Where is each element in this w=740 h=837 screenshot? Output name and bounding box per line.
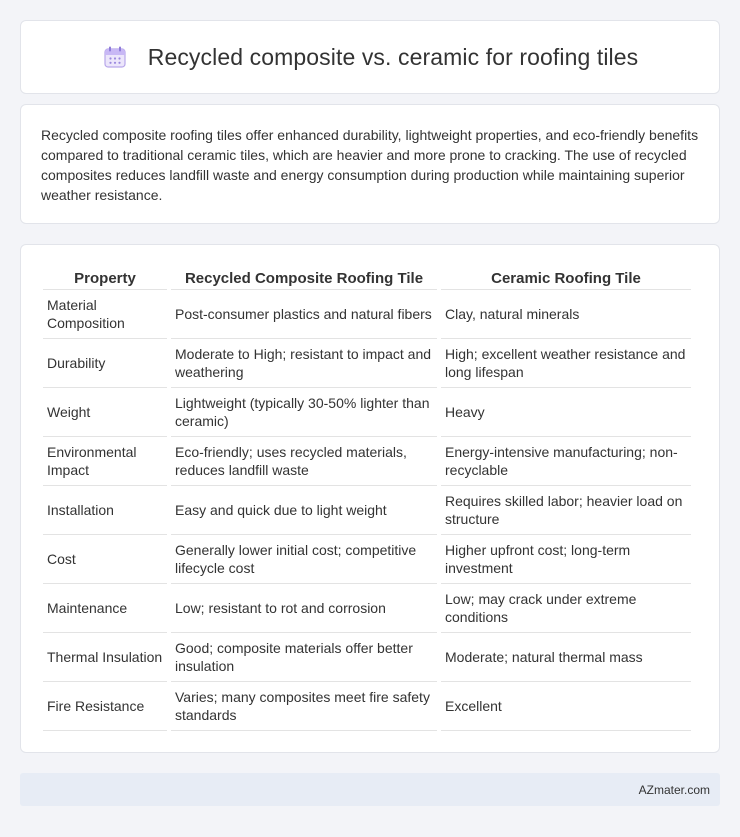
cell-composite: Good; composite materials offer better insulation [171, 633, 437, 682]
intro-text: Recycled composite roofing tiles offer enhanced durability, lightweight properties, and eco-friendly benefits compared to traditional ceramic tiles, which are heavier and more prone to cracking. The use of recycled composites reduces landfill waste and energy consumption during production while maintaining superior weather resistance. [41, 127, 699, 203]
table-row [43, 535, 691, 584]
cell-property: Maintenance [43, 584, 167, 633]
cell-ceramic: Clay, natural minerals [441, 290, 691, 339]
header-recycled-composite: Recycled Composite Roofing Tile [171, 263, 437, 290]
comparison-table [39, 263, 695, 731]
cell-composite: Eco-friendly; uses recycled materials, reduces landfill waste [171, 437, 437, 486]
cell-property: Durability [43, 339, 167, 388]
cell-ceramic: Requires skilled labor; heavier load on structure [441, 486, 691, 535]
comparison-card [20, 244, 720, 753]
cell-property: Cost [43, 535, 167, 584]
cell-property: Material Composition [43, 290, 167, 339]
cell-ceramic: High; excellent weather resistance and long lifespan [441, 339, 691, 388]
cell-ceramic: Heavy [441, 388, 691, 437]
cell-composite: Post-consumer plastics and natural fibers [171, 290, 437, 339]
footer-brand: AZmater.com [638, 782, 710, 797]
cell-property: Installation [43, 486, 167, 535]
table-row [43, 633, 691, 682]
title-card [20, 20, 720, 94]
table-row [43, 388, 691, 437]
intro-card [20, 104, 720, 224]
cell-property: Weight [43, 388, 167, 437]
cell-ceramic: Moderate; natural thermal mass [441, 633, 691, 682]
table-row [43, 486, 691, 535]
cell-composite: Low; resistant to rot and corrosion [171, 584, 437, 633]
cell-composite: Varies; many composites meet fire safety standards [171, 682, 437, 731]
table-row [43, 584, 691, 633]
cell-ceramic: Excellent [441, 682, 691, 731]
table-row [43, 290, 691, 339]
cell-property: Thermal Insulation [43, 633, 167, 682]
cell-composite: Moderate to High; resistant to impact and weathering [171, 339, 437, 388]
table-row [43, 339, 691, 388]
cell-composite: Easy and quick due to light weight [171, 486, 437, 535]
calendar-icon [102, 44, 128, 70]
footer [20, 773, 720, 806]
table-row [43, 682, 691, 731]
header-ceramic: Ceramic Roofing Tile [441, 263, 691, 290]
table-row [43, 437, 691, 486]
page-title: Recycled composite vs. ceramic for roofing tiles [147, 43, 639, 70]
cell-ceramic: Energy-intensive manufacturing; non-recyclable [441, 437, 691, 486]
cell-property: Environmental Impact [43, 437, 167, 486]
table-header-row [43, 263, 691, 290]
cell-composite: Generally lower initial cost; competitive lifecycle cost [171, 535, 437, 584]
cell-ceramic: Higher upfront cost; long-term investment [441, 535, 691, 584]
cell-ceramic: Low; may crack under extreme conditions [441, 584, 691, 633]
cell-composite: Lightweight (typically 30-50% lighter than ceramic) [171, 388, 437, 437]
cell-property: Fire Resistance [43, 682, 167, 731]
header-property: Property [43, 263, 167, 290]
